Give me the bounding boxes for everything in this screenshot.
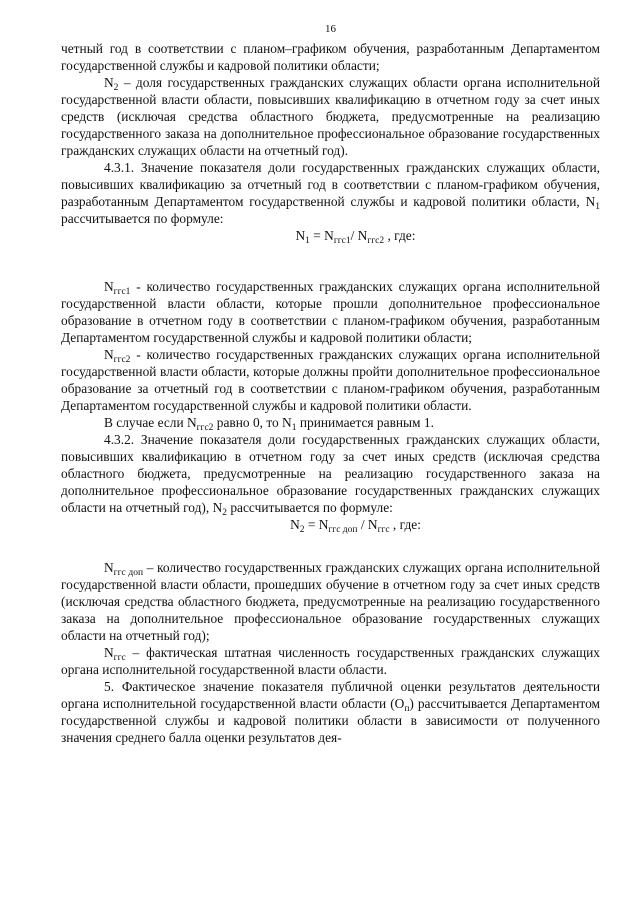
definition-nggs2: $N_{ггс2}$ - количество государственных гражданских служащих органа исполнительной государственной власти области, которые должны пройти дополнительное профессиональное образование за отчетный год в соответствии с планом-графиком обучения, разработанным Департаментом государственной службы и кадровой политики области. (61, 347, 600, 413)
formula-spacer (61, 533, 600, 559)
definition-n2: $N_2$ – доля государственных гражданских служащих области органа исполнительной государственной власти области, повысивших квалификацию в отчетном году за счет иных средств (исключая средства областного бюджета, предусмотренные на реализацию государственного заказа на дополнительное профессиональное образование государственных гражданских служащих области на отчетный год). (61, 75, 600, 158)
definition-nggs-dop: $N_{ггс доп}$ – количество государственных гражданских служащих органа исполнительной государственной власти области, прошедших обучение в отчетном году за счет иных средств (исключая средства областного бюджета, предусмотренные на реализацию государственного заказа на дополнительное профессиональное образование государственных служащих области на отчетный год); (61, 560, 600, 643)
definition-nggs: $N_{ггс}$ – фактическая штатная численность государственных гражданских служащих органа исполнительной государственной власти области. (61, 645, 600, 677)
section-4-3-1: 4.3.1. Значение показателя доли государственных гражданских служащих области, повысивших квалификацию за отчетный год в соответствии с планом-графиком обучения, разработанным Департаментом государственной службы и кадровой политики области, $N_1$ рассчитывается по формуле: (61, 160, 600, 226)
paragraph-continuation: четный год в соответствии с планом–графиком обучения, разработанным Департаментом государственной службы и кадровой политики области; (61, 41, 600, 73)
formula-n2: $N_2 = N_{ггс доп} / N_{ггс}$ , где: (290, 517, 421, 535)
definition-nggs1: $N_{ггс1}$ - количество государственных гражданских служащих органа исполнительной государственной власти области, которые прошли дополнительное профессиональное образование в отчетном году в соответствии с планом-графиком обучения, разработанным Департаментом государственной службы и кадровой политики области; (61, 279, 600, 345)
document-body (61, 40, 600, 746)
page-number: 16 (325, 23, 336, 35)
section-4-3-2: 4.3.2. Значение показателя доли государственных гражданских служащих области, повысивших квалификацию в отчетном году за счет иных средств (исключая средства областного бюджета, предусмотренные на реализацию государственного заказа на дополнительное профессиональное образование государственных гражданских служащих области на отчетный год), $N_2$ рассчитывается по формуле: (61, 432, 600, 518)
formula-spacer (61, 244, 600, 278)
section-5: 5. Фактическое значение показателя публичной оценки результатов деятельности органа исполнительной государственной власти области $(О_п)$ рассчитывается Департаментом государственной службы и кадровой политики области в зависимости от полученного значения среднего балла оценки результатов дея- (61, 679, 601, 745)
formula-n1: $N_1 = N_{ггс1}/$ $N_{ггс2}$ , где: (295, 228, 416, 246)
zero-case-note: В случае если $N_{ггс2}$ равно 0, то $N_1$ принимается равным 1. (104, 415, 434, 433)
